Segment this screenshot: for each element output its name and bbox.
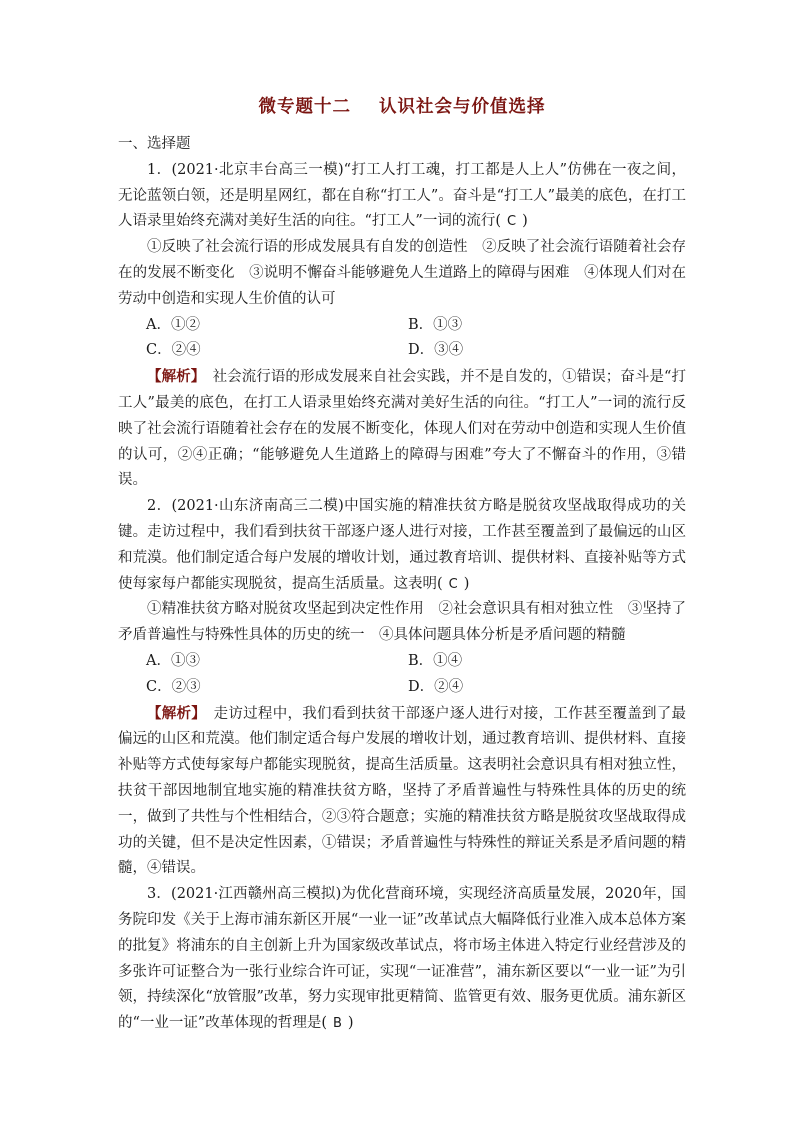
question-2-analysis (118, 701, 686, 883)
question-2-stem (118, 494, 686, 597)
question-2-analysis-text: 走访过程中，我们看到扶贫干部逐户逐人进行对接，工作甚至覆盖到了最偏远的山区和荒漠。他们制定适合每户发展的增收计划，通过教育培训、提供材料、直接补贴等方式使每家每户都能实现脱贫，提高生活质量。这表明社会意识具有相对独立性，扶贫干部因地制宜地实施的精准扶贫方略，坚持了矛盾普遍性与特殊性具体的历史的统一，做到了共性与个性相结合，②③符合题意；实施的精准扶贫方略是脱贫攻坚战取得成功的关键，但不是决定性因素，①错误；矛盾普遍性与特殊性的辩证关系是矛盾问题的精髓，④错误。 (118, 705, 687, 877)
question-2-answer: C (448, 576, 458, 592)
question-1-statements: ①反映了社会流行语的形成发展具有自发的创造性 ②反映了社会流行语随着社会存在的发展不断变化 ③说明不懈奋斗能够避免人生道路上的障碍与困难 ④体现人们对在劳动中创造和实现人生价值的认可 (118, 239, 686, 307)
question-1-analysis-label: 【解析】 (147, 368, 199, 386)
question-2-option-b: B．①④ (408, 652, 463, 669)
question-1-options-row-2 (118, 338, 686, 364)
question-2-analysis-label: 【解析】 (147, 704, 199, 722)
question-1-option-b: B．①③ (408, 316, 463, 333)
title-sub: 认识社会与价值选择 (379, 97, 546, 117)
question-3-stem-end: ) (347, 1015, 354, 1032)
question-1-options-row-1 (118, 313, 686, 339)
question-2-option-d: D．②④ (408, 678, 464, 695)
question-2-stem-end: ) (463, 575, 470, 592)
question-2-option-c: C．②③ (146, 678, 201, 695)
section-heading: 一、选择题 (118, 136, 191, 152)
question-3-stem-text: 3．(2021·江西赣州高三模拟)为优化营商环境，实现经济高质量发展，2020年，国务院印发《关于上海市浦东新区开展“一业一证”改革试点大幅降低行业准入成本总体方案的批复》将浦东的自主创新上升为国家级改革试点，将市场主体进入特定行业经营涉及的多张许可证整合为一张行业综合许可证，实现“一证准营”，浦东新区要以“一业一证”为引领，持续深化“放管服”改革，努力实现审批更精简、监管更有效、服务更优质。浦东新区的“一业一证”改革体现的哲理是( (118, 886, 686, 1032)
question-1-option-d: D．③④ (408, 342, 464, 359)
question-3-stem (118, 882, 686, 1037)
question-3-answer: B (332, 1016, 342, 1032)
title-main: 微专题十二 (258, 97, 351, 117)
document-page (118, 92, 686, 1037)
question-1-answer: C (506, 214, 517, 230)
question-1-analysis-text: 社会流行语的形成发展来自社会实践，并不是自发的，①错误；奋斗是“打工人”最美的底色，在打工人语录里始终充满对美好生活的向往。“打工人”一词的流行反映了社会流行语随着社会存在的发展不断变化，体现人们对在劳动中创造和实现人生价值的认可，②④正确；“能够避免人生道路上的障碍与困难”夸大了不懈奋斗的作用，③错误。 (118, 369, 687, 489)
question-2-option-a: A．①③ (146, 652, 200, 669)
question-1-stem-end: ) (522, 213, 528, 230)
question-2-stem-text: 2．(2021·山东济南高三二模)中国实施的精准扶贫方略是脱贫攻坚战取得成功的关键。走访过程中，我们看到扶贫干部逐户逐人进行对接，工作甚至覆盖到了最偏远的山区和荒漠。他们制定适合每户发展的增收计划，通过教育培训、提供材料、直接补贴等方式使每家每户都能实现脱贫，提高生活质量。这表明( (118, 498, 686, 592)
question-1-stem (118, 158, 686, 235)
question-1-stem-text: 1．(2021·北京丰台高三一模)“打工人打工魂，打工都是人上人”仿佛在一夜之间，无论蓝领白领，还是明星网红，都在自称“打工人”。奋斗是“打工人”最美的底色，在打工人语录里始终充满对美好生活的向往。“打工人”一词的流行( (118, 161, 686, 230)
question-1-analysis (118, 364, 686, 494)
question-2-statements: ①精准扶贫方略对脱贫攻坚起到决定性作用 ②社会意识具有相对独立性 ③坚持了矛盾普遍性与特殊性具体的历史的统一 ④具体问题具体分析是矛盾问题的精髓 (118, 601, 686, 644)
question-2-options-row-2 (118, 675, 686, 701)
question-1-option-c: C．②④ (146, 342, 201, 359)
page-title (118, 92, 686, 122)
question-1-option-a: A．①② (146, 316, 200, 333)
question-2-options-row-1 (118, 649, 686, 675)
